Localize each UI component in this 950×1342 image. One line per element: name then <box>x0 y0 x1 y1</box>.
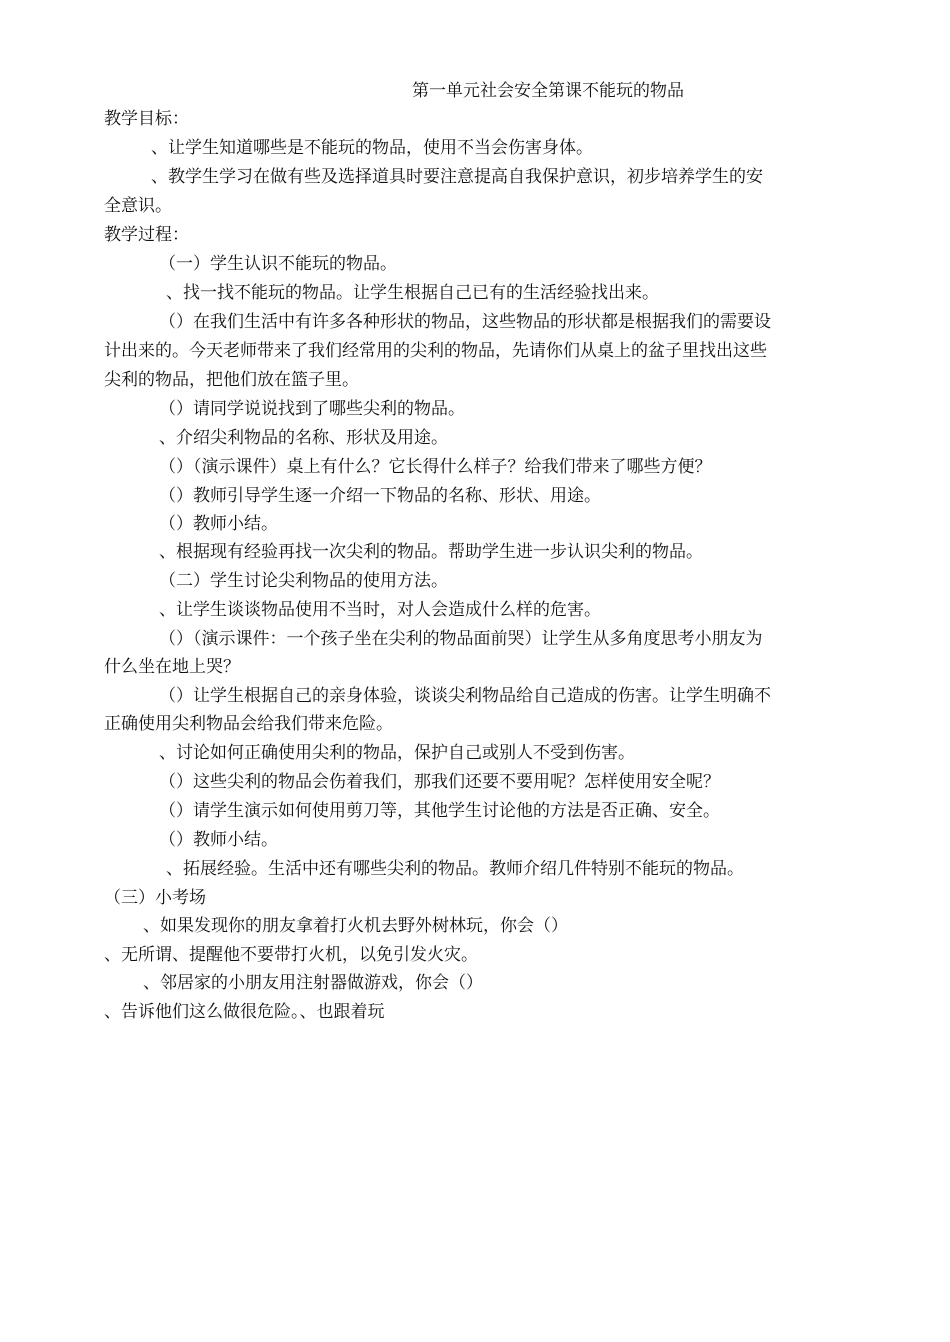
subsection-heading: （三）小考场 <box>104 888 206 908</box>
quiz-question: 、邻居家的小朋友用注射器做游戏，你会（） <box>143 973 483 993</box>
section-heading: 教学目标： <box>104 109 189 129</box>
paragraph-line: （）教师小结。 <box>159 514 278 534</box>
paragraph-line: 计出来的。今天老师带来了我们经常用的尖利的物品，先请你们从桌上的盆子里找出这些 <box>104 341 767 361</box>
paragraph-line: （）在我们生活中有许多各种形状的物品，这些物品的形状都是根据我们的需要设 <box>159 312 771 332</box>
paragraph-line: 、讨论如何正确使用尖利的物品，保护自己或别人不受到伤害。 <box>159 743 635 763</box>
quiz-question: 、如果发现你的朋友拿着打火机去野外树林玩，你会（） <box>143 916 568 936</box>
paragraph-line: （）（演示课件：一个孩子坐在尖利的物品面前哭）让学生从多角度思考小朋友为 <box>159 629 763 649</box>
paragraph-line: （）教师引导学生逐一介绍一下物品的名称、形状、用途。 <box>159 486 601 506</box>
paragraph-line: 正确使用尖利物品会给我们带来危险。 <box>104 714 393 734</box>
paragraph-line: 尖利的物品，把他们放在篮子里。 <box>104 370 359 390</box>
paragraph-line: 、拓展经验。生活中还有哪些尖利的物品。教师介绍几件特别不能玩的物品。 <box>166 859 744 879</box>
paragraph-line: 、让学生知道哪些是不能玩的物品，使用不当会伤害身体。 <box>151 138 593 158</box>
paragraph-line: （）请学生演示如何使用剪刀等，其他学生讨论他的方法是否正确、安全。 <box>159 801 720 821</box>
paragraph-line: （）教师小结。 <box>159 830 278 850</box>
paragraph-line: 、教学生学习在做有些及选择道具时要注意提高自我保护意识，初步培养学生的安 <box>151 167 763 187</box>
paragraph-line: （）让学生根据自己的亲身体验，谈谈尖利物品给自己造成的伤害。让学生明确不 <box>159 686 771 706</box>
paragraph-line: 、找一找不能玩的物品。让学生根据自己已有的生活经验找出来。 <box>166 283 659 303</box>
section-heading: 教学过程： <box>104 225 189 245</box>
paragraph-line: （）请同学说说找到了哪些尖利的物品。 <box>159 399 465 419</box>
paragraph-line: （）（演示课件）桌上有什么？它长得什么样子？给我们带来了哪些方便？ <box>159 457 712 477</box>
paragraph-line: 、根据现有经验再找一次尖利的物品。帮助学生进一步认识尖利的物品。 <box>159 542 703 562</box>
subsection-heading: （一）学生认识不能玩的物品。 <box>159 254 397 274</box>
paragraph-line: 什么坐在地上哭？ <box>104 657 240 677</box>
paragraph-line: 全意识。 <box>104 196 172 216</box>
page-title: 第一单元社会安全第课不能玩的物品 <box>412 81 684 101</box>
paragraph-line: 、介绍尖利物品的名称、形状及用途。 <box>159 428 448 448</box>
quiz-options: 、无所谓、提醒他不要带打火机，以免引发火灾。 <box>104 945 478 965</box>
paragraph-line: （）这些尖利的物品会伤着我们，那我们还要不要用呢？怎样使用安全呢？ <box>159 772 720 792</box>
quiz-options: 、告诉他们这么做很危险。、也跟着玩 <box>104 1002 385 1022</box>
paragraph-line: 、让学生谈谈物品使用不当时，对人会造成什么样的危害。 <box>159 600 601 620</box>
subsection-heading: （二）学生讨论尖利物品的使用方法。 <box>159 571 448 591</box>
